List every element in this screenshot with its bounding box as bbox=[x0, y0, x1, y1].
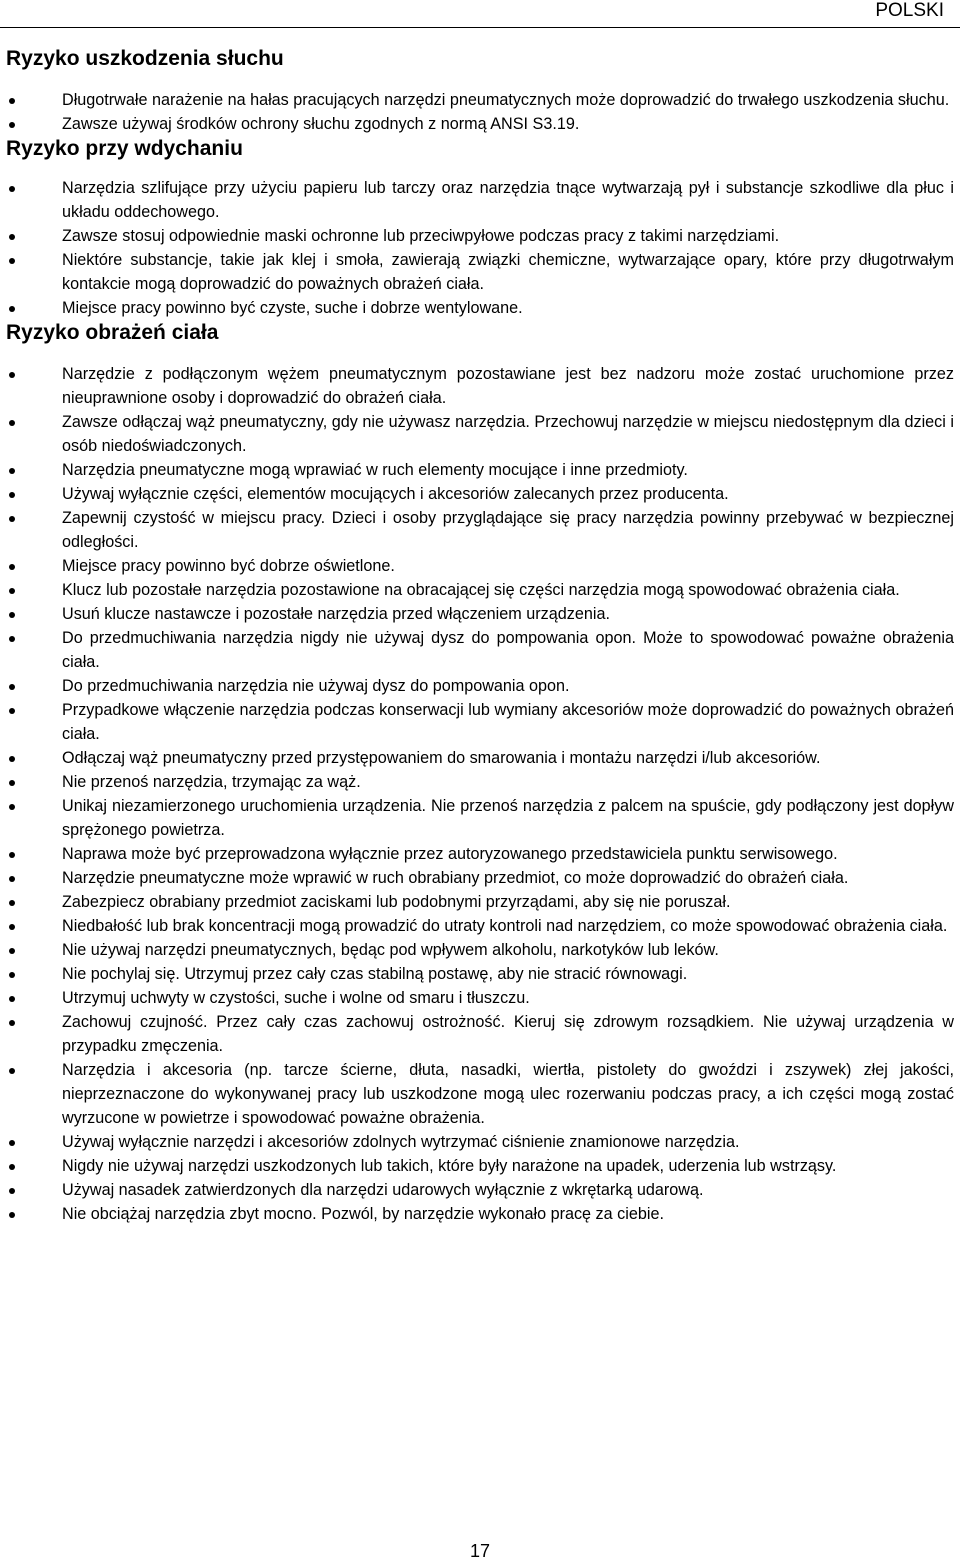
list-item: Niektóre substancje, takie jak klej i smoła, zawierają związki chemiczne, wytwarzające opary, które przy długotrwałym kontakcie mogą doprowadzić do poważnych obrażeń ciała. bbox=[6, 248, 954, 296]
list-item: Usuń klucze nastawcze i pozostałe narzędzia przed włączeniem urządzenia. bbox=[6, 602, 954, 626]
list-item: Zabezpiecz obrabiany przedmiot zaciskami lub podobnymi przyrządami, aby się nie poruszał. bbox=[6, 890, 954, 914]
list-item: Narzędzia i akcesoria (np. tarcze ścierne, dłuta, nasadki, wiertła, pistolety do gwoździ i zszywek) złej jakości, nieprzeznaczone do wykonywanej pracy lub uszkodzone mogą ulec rozerwaniu podczas pracy, a ich części mogą zostać wyrzucone w powietrze i spowodować poważne obrażenia. bbox=[6, 1058, 954, 1130]
list-inhalation bbox=[6, 176, 954, 320]
list-item: Nigdy nie używaj narzędzi uszkodzonych lub takich, które były narażone na upadek, uderzenia lub wstrząsy. bbox=[6, 1154, 954, 1178]
list-item: Do przedmuchiwania narzędzia nigdy nie używaj dysz do pompowania opon. Może to spowodować poważne obrażenia ciała. bbox=[6, 626, 954, 674]
list-item: Unikaj niezamierzonego uruchomienia urządzenia. Nie przenoś narzędzia z palcem na spuście, gdy podłączony jest dopływ sprężonego powietrza. bbox=[6, 794, 954, 842]
list-item: Utrzymuj uchwyty w czystości, suche i wolne od smaru i tłuszczu. bbox=[6, 986, 954, 1010]
list-item: Używaj nasadek zatwierdzonych dla narzędzi udarowych wyłącznie z wkrętarką udarową. bbox=[6, 1178, 954, 1202]
list-injury bbox=[6, 362, 954, 1226]
list-item: Miejsce pracy powinno być czyste, suche i dobrze wentylowane. bbox=[6, 296, 954, 320]
list-item: Niedbałość lub brak koncentracji mogą prowadzić do utraty kontroli nad narzędziem, co może spowodować obrażenia ciała. bbox=[6, 914, 954, 938]
list-item: Używaj wyłącznie narzędzi i akcesoriów zdolnych wytrzymać ciśnienie znamionowe narzędzia. bbox=[6, 1130, 954, 1154]
header-language-label: POLSKI bbox=[875, 0, 944, 21]
list-item: Nie pochylaj się. Utrzymuj przez cały czas stabilną postawę, aby nie stracić równowagi. bbox=[6, 962, 954, 986]
list-item: Długotrwałe narażenie na hałas pracujących narzędzi pneumatycznych może doprowadzić do trwałego uszkodzenia słuchu. bbox=[6, 88, 954, 112]
list-item: Zawsze używaj środków ochrony słuchu zgodnych z normą ANSI S3.19. bbox=[6, 112, 954, 136]
list-item: Miejsce pracy powinno być dobrze oświetlone. bbox=[6, 554, 954, 578]
list-item: Zawsze odłączaj wąż pneumatyczny, gdy nie używasz narzędzia. Przechowuj narzędzie w miejscu niedostępnym dla dzieci i osób niedoświadczonych. bbox=[6, 410, 954, 458]
list-item: Zachowuj czujność. Przez cały czas zachowuj ostrożność. Kieruj się zdrowym rozsądkiem. Nie używaj urządzenia w przypadku zmęczenia. bbox=[6, 1010, 954, 1058]
list-hearing bbox=[6, 88, 954, 136]
list-item: Przypadkowe włączenie narzędzia podczas konserwacji lub wymiany akcesoriów może doprowadzić do poważnych obrażeń ciała. bbox=[6, 698, 954, 746]
list-item: Odłączaj wąż pneumatyczny przed przystępowaniem do smarowania i montażu narzędzi i/lub akcesoriów. bbox=[6, 746, 954, 770]
list-item: Narzędzie z podłączonym wężem pneumatycznym pozostawiane jest bez nadzoru może zostać uruchomione przez nieuprawnione osoby i doprowadzić do obrażeń ciała. bbox=[6, 362, 954, 410]
list-item: Nie przenoś narzędzia, trzymając za wąż. bbox=[6, 770, 954, 794]
section-title-injury: Ryzyko obrażeń ciała bbox=[6, 321, 219, 344]
document-body bbox=[6, 46, 954, 1226]
list-item: Używaj wyłącznie części, elementów mocujących i akcesoriów zalecanych przez producenta. bbox=[6, 482, 954, 506]
list-item: Zapewnij czystość w miejscu pracy. Dzieci i osoby przyglądające się pracy narzędzia powinny przebywać w bezpiecznej odległości. bbox=[6, 506, 954, 554]
section-title-inhalation: Ryzyko przy wdychaniu bbox=[6, 137, 243, 160]
list-item: Narzędzia szlifujące przy użyciu papieru lub tarczy oraz narzędzia tnące wytwarzają pył i substancje szkodliwe dla płuc i układu oddechowego. bbox=[6, 176, 954, 224]
list-item: Klucz lub pozostałe narzędzia pozostawione na obracającej się części narzędzia mogą spowodować obrażenia ciała. bbox=[6, 578, 954, 602]
list-item: Narzędzia pneumatyczne mogą wprawiać w ruch elementy mocujące i inne przedmioty. bbox=[6, 458, 954, 482]
list-item: Naprawa może być przeprowadzona wyłącznie przez autoryzowanego przedstawiciela punktu serwisowego. bbox=[6, 842, 954, 866]
header-divider bbox=[0, 27, 960, 28]
section-title-hearing: Ryzyko uszkodzenia słuchu bbox=[6, 47, 284, 70]
list-item: Narzędzie pneumatyczne może wprawić w ruch obrabiany przedmiot, co może doprowadzić do obrażeń ciała. bbox=[6, 866, 954, 890]
page-number: 17 bbox=[469, 1541, 491, 1561]
list-item: Nie obciążaj narzędzia zbyt mocno. Pozwól, by narzędzie wykonało pracę za ciebie. bbox=[6, 1202, 954, 1226]
list-item: Do przedmuchiwania narzędzia nie używaj dysz do pompowania opon. bbox=[6, 674, 954, 698]
list-item: Zawsze stosuj odpowiednie maski ochronne lub przeciwpyłowe podczas pracy z takimi narzędziami. bbox=[6, 224, 954, 248]
list-item: Nie używaj narzędzi pneumatycznych, będąc pod wpływem alkoholu, narkotyków lub leków. bbox=[6, 938, 954, 962]
